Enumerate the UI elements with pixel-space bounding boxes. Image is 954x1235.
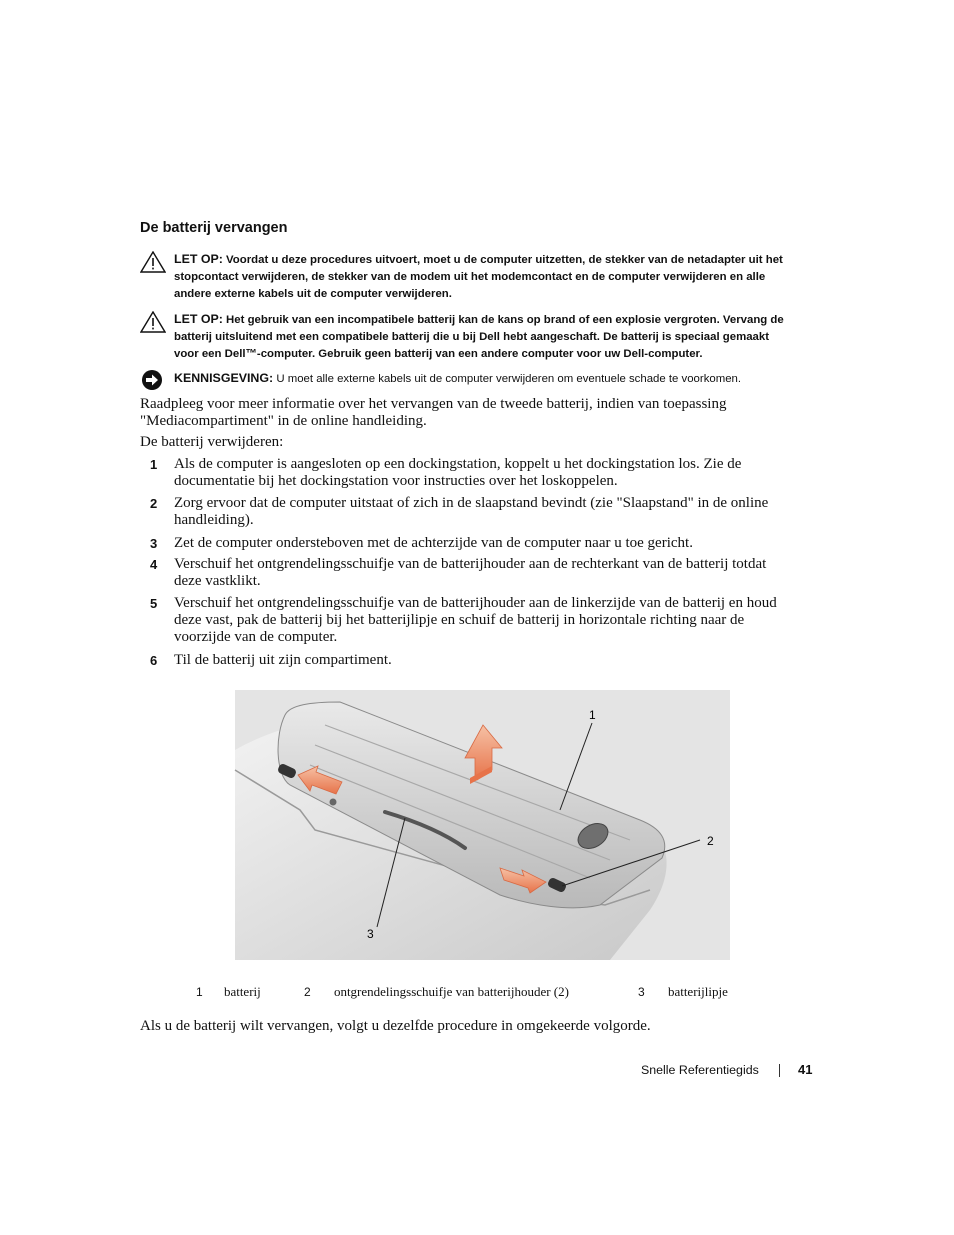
step-item	[150, 652, 830, 669]
step-number: 1	[150, 457, 158, 472]
notice-note	[140, 370, 820, 388]
legend-number: 3	[638, 985, 645, 999]
warning-text-line: stopcontact verwijderen, de stekker van de modem uit het modemcontact en de computer verwijderen en alle	[174, 271, 766, 284]
step-text-line: deze vastklikt.	[174, 573, 261, 589]
legend-item	[638, 984, 728, 1000]
legend-item	[304, 984, 569, 1000]
step-text-line: Til de batterij uit zijn compartiment.	[174, 652, 392, 668]
legend-number: 1	[196, 985, 203, 999]
intro-line: Raadpleeg voor meer informatie over het vervangen van de tweede batterij, indien van toepassing	[140, 396, 727, 412]
warning-text-line: batterij uitsluitend met een compatibele batterij die u bij Dell hebt aangeschaft. De batterij is speciaal gemaakt	[174, 331, 770, 344]
steps-intro: De batterij verwijderen:	[140, 434, 284, 450]
step-number: 5	[150, 596, 158, 611]
step-text-line: Verschuif het ontgrendelingsschuifje van de batterijhouder aan de linkerzijde van de batterij en houd	[174, 595, 777, 611]
step-text-line: handleiding).	[174, 512, 254, 528]
notice-arrow-icon	[140, 370, 166, 392]
notice-label: KENNISGEVING:	[174, 371, 274, 385]
footer-label: Snelle Referentiegids	[641, 1063, 759, 1077]
step-text-line: Als de computer is aangesloten op een dockingstation, koppelt u het dockingstation los. Zie de	[174, 456, 742, 472]
legend-label: batterij	[223, 984, 261, 999]
legend-item	[196, 984, 261, 1000]
callout-3: 3	[367, 927, 374, 941]
step-text-line: Zorg ervoor dat de computer uitstaat of zich in de slaapstand bevindt (zie "Slaapstand" in de online	[174, 495, 769, 511]
step-number: 3	[150, 536, 158, 551]
legend-label: ontgrendelingsschuifje van batterijhouder (2)	[333, 984, 569, 999]
intro-paragraph	[140, 396, 820, 430]
warning-note-2	[140, 311, 820, 364]
warning-text-line: Het gebruik van een incompatibele batterij kan de kans op brand of een explosie vergroten. Vervang de	[226, 314, 784, 326]
step-number: 6	[150, 653, 158, 668]
step-item	[150, 535, 830, 552]
warning-text-line: voor een Dell™-computer. Gebruik geen batterij van een andere computer voor uw Dell-computer.	[174, 348, 703, 361]
warning-text-line: andere externe kabels uit de computer verwijderen.	[174, 288, 452, 301]
screw	[330, 799, 337, 806]
step-text-line: Zet de computer ondersteboven met de achterzijde van de computer naar u toe gericht.	[174, 535, 693, 551]
closing-paragraph: Als u de batterij wilt vervangen, volgt u dezelfde procedure in omgekeerde volgorde.	[140, 1018, 651, 1034]
battery-removal-illustration	[230, 690, 730, 960]
warning-triangle-icon	[140, 251, 166, 273]
warning-label: LET OP:	[174, 252, 223, 266]
step-number: 2	[150, 496, 158, 511]
section-title: De batterij vervangen	[140, 220, 288, 236]
step-item	[150, 456, 830, 490]
intro-line: "Mediacompartiment" in de online handleiding.	[140, 413, 427, 429]
step-number: 4	[150, 557, 158, 572]
warning-triangle-icon	[140, 311, 166, 333]
warning-label: LET OP:	[174, 312, 223, 326]
step-item	[150, 556, 830, 590]
callout-2: 2	[707, 834, 714, 848]
warning-text-line: Voordat u deze procedures uitvoert, moet u de computer uitzetten, de stekker van de netadapter uit het	[226, 254, 783, 266]
step-text-line: deze vast, pak de batterij bij het batterijlipje en schuif de batterij in horizontale richting naar de	[174, 612, 745, 628]
step-text-line: Verschuif het ontgrendelingsschuifje van de batterijhouder aan de rechterkant van de batterij totdat	[174, 556, 767, 572]
notice-text: U moet alle externe kabels uit de computer verwijderen om eventuele schade te voorkomen.	[276, 373, 742, 385]
step-item	[150, 595, 830, 646]
legend-number: 2	[304, 985, 311, 999]
step-item	[150, 495, 830, 529]
page-number: 41	[798, 1062, 813, 1077]
step-text-line: documentatie bij het dockingstation voor instructies over het loskoppelen.	[174, 473, 618, 489]
legend-label: batterijlipje	[667, 984, 728, 999]
warning-note-1	[140, 251, 820, 304]
step-text-line: voorzijde van de computer.	[174, 629, 338, 645]
footer-separator	[779, 1064, 780, 1077]
callout-1: 1	[589, 708, 596, 722]
